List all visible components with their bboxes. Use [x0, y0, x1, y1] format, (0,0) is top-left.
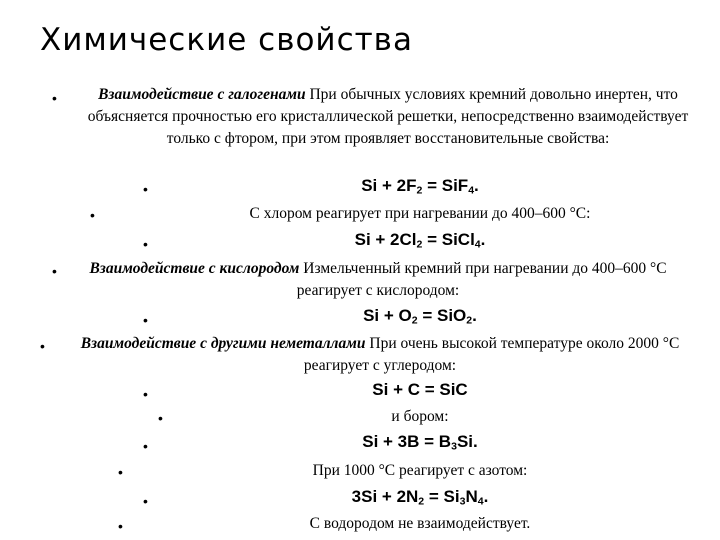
equation-si-c: Si + C = SiC	[372, 380, 468, 399]
text-boron: и бором:	[391, 408, 449, 425]
paragraph-text: При очень высокой температуре около 2000 °С реагирует с углеродом:	[303, 335, 680, 374]
paragraph-label: Взаимодействие с галогенами	[98, 86, 306, 103]
equation-si-f: $Si + 2F_2 = SiF_4$.	[361, 176, 479, 197]
bullet: •	[52, 263, 57, 279]
equation-si-o: $Si + O_2 = SiO_2$.	[363, 306, 477, 327]
paragraph-halogens	[78, 84, 698, 150]
bullet: •	[143, 493, 148, 509]
bullet: •	[143, 438, 148, 454]
bullet: •	[118, 464, 123, 480]
paragraph-label: Взаимодействие с другими неметаллами	[80, 335, 366, 352]
paragraph-oxygen	[78, 258, 678, 302]
text-chlorine: С хлором реагирует при нагревании до 400–600 °С:	[249, 205, 591, 222]
bullet: •	[143, 312, 148, 328]
paragraph-label: Взаимодействие с кислородом	[89, 260, 300, 277]
text-hydrogen: С водородом не взаимодействует.	[309, 515, 531, 532]
paragraph-text: При обычных условиях кремний довольно инертен, что объясняется прочностью его кристаллической решетки, непосредственно взаимодействует только с фтором, при этом проявляет восстановительные свойства:	[87, 86, 689, 147]
paragraph-text: Измельченный кремний при нагревании до 400–600 °С реагирует с кислородом:	[296, 260, 667, 299]
bullet: •	[143, 236, 148, 252]
equation-si-cl: $Si + 2Cl_2$ = SiCl$_4$.	[354, 230, 486, 251]
bullet: •	[158, 410, 163, 426]
text-nitrogen: При 1000 °С реагирует с азотом:	[312, 462, 528, 479]
paragraph-nonmetals	[52, 333, 708, 377]
bullet: •	[118, 518, 123, 534]
bullet: •	[40, 338, 45, 354]
equation-si-n: $3Si + 2N_2 = Si_3N_4$.	[351, 487, 489, 508]
bullet: •	[143, 386, 148, 402]
bullet: •	[90, 207, 95, 223]
bullet: •	[143, 181, 148, 197]
slide-title: Химические свойства	[40, 22, 413, 58]
bullet: •	[52, 90, 57, 106]
equation-si-b: $Si + 3B = B_3Si$.	[362, 432, 478, 453]
